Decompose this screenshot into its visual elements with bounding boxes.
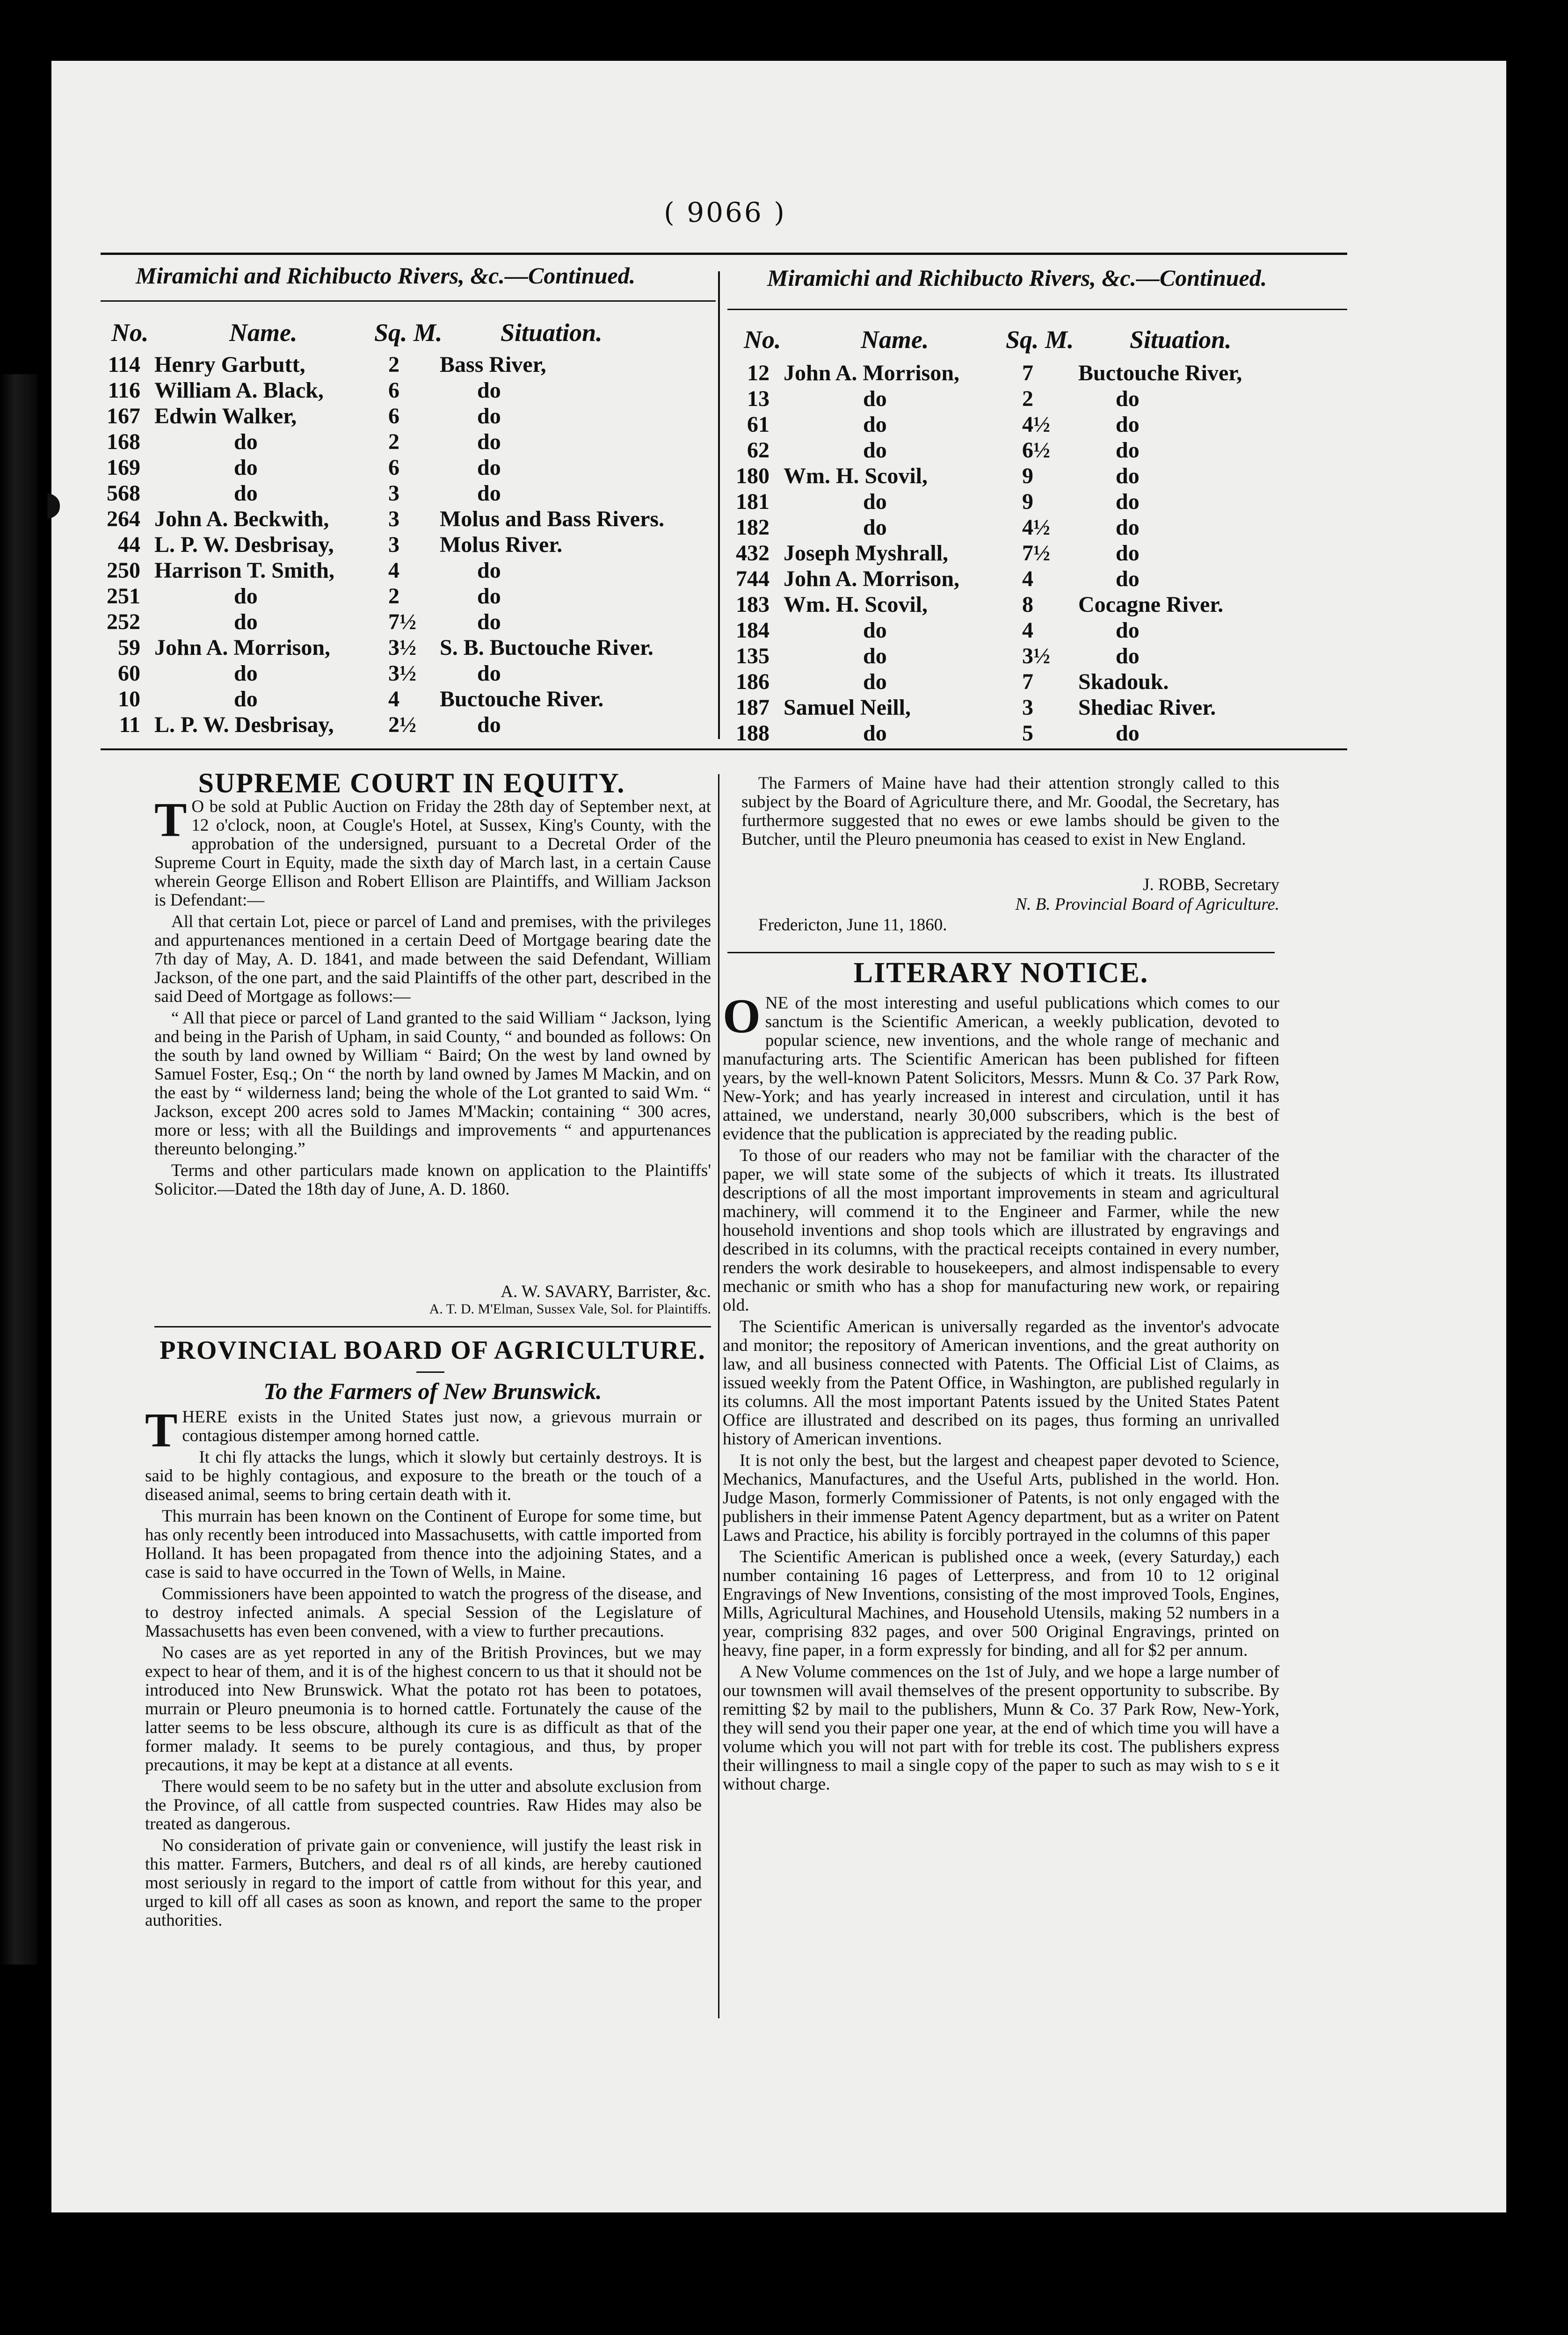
drop-cap: T	[145, 1403, 178, 1457]
grantee-name: do	[234, 481, 258, 506]
table-row	[101, 506, 718, 532]
lot-number: 62	[747, 438, 769, 463]
situation: do	[1116, 721, 1140, 746]
lot-number: 250	[107, 558, 140, 583]
lot-number: 252	[107, 609, 140, 634]
board-p2: It chi fly attacks the lungs, which it slowly but certainly destroys. It is said to be highly contagious, and exposure to the breath or the touch of a diseased animal, seems to bring certain death with it.	[145, 1448, 702, 1504]
square-miles: 2	[388, 584, 399, 609]
grantee-name: do	[234, 661, 258, 686]
grantee-name: do	[863, 644, 887, 668]
lot-number: 60	[118, 661, 140, 686]
square-miles: 3½	[388, 661, 416, 686]
table-row	[101, 712, 718, 738]
square-miles: 7½	[388, 609, 416, 634]
square-miles: 3	[388, 481, 399, 506]
mid-rule	[101, 748, 1347, 750]
board-p7: No consideration of private gain or convenience, will justify the least risk in this matter. Farmers, Butchers, and deal rs of all kinds, are hereby cautioned most seriously in regard to the import of cattle from without for this year, and urged to kill off all cases as soon as known, and report the same to the proper authorities.	[145, 1836, 702, 1930]
table-row	[101, 532, 718, 558]
square-miles: 5	[1022, 721, 1033, 746]
situation: do	[1116, 412, 1140, 437]
square-miles: 6½	[1022, 438, 1050, 463]
lot-number: 186	[736, 669, 769, 694]
left-col-name: Name.	[229, 319, 298, 347]
table-row	[101, 480, 718, 506]
lot-number: 114	[108, 352, 140, 377]
table-row	[730, 489, 1347, 515]
supreme-p2: All that certain Lot, piece or parcel of Land and premises, with the privileges and appurtenances mentioned in a certain Deed of Mortgage bearing date the 7th day of May, A. D. 1841, and made between the said Defendant, William Jackson, of the one part, and the said Plaintiffs of the other part, described in the said Deed of Mortgage as follows:—	[154, 912, 711, 1006]
square-miles: 2	[388, 352, 399, 377]
situation: do	[477, 661, 501, 686]
situation: do	[1116, 438, 1140, 463]
table-row	[101, 352, 718, 377]
square-miles: 9	[1022, 464, 1033, 488]
table-row	[730, 643, 1347, 669]
square-miles: 4	[388, 687, 399, 711]
supreme-p1: O be sold at Public Auction on Friday the 28th day of September next, at 12 o'clock, noon, at Cougle's Hotel, at Sussex, King's County, with the approbation of the undersigned, pursuant to a Decretal Order of the Supreme Court in Equity, made the sixth day of March last, in a certain Cause wherein George Ellison and Robert Ellison are Plaintiffs, and William Jackson is Defendant:—	[154, 797, 711, 910]
grantee-name: Edwin Walker,	[154, 404, 297, 428]
grantee-name: do	[863, 438, 887, 463]
supreme-end-rule	[154, 1326, 711, 1327]
grantee-name: Wm. H. Scovil,	[784, 592, 928, 617]
left-header-rule	[101, 300, 716, 302]
literary-notice	[723, 989, 1279, 1797]
table-row	[730, 669, 1347, 695]
square-miles: 3	[388, 507, 399, 531]
grantee-name: John A. Morrison,	[784, 361, 960, 385]
table-row	[730, 592, 1347, 617]
supreme-signature-2: A. T. D. M'Elman, Sussex Vale, Sol. for Plaintiffs.	[429, 1301, 711, 1317]
situation: do	[477, 455, 501, 480]
grantee-name: Henry Garbutt,	[154, 352, 305, 377]
literary-p3: The Scientific American is universally regarded as the inventor's advocate and monitor; the repository of American inventions, and the great authority on law, and all business connected with Patents. The Official List of Claims, as issued weekly from the Patent Office, in Washington, are published regularly in its columns. All the most important Patents issued by the United States Patent Office are illustrated and described on its pages, thus forming an unrivalled history of American inventions.	[723, 1317, 1279, 1449]
lot-number: 432	[736, 541, 769, 566]
grantee-name: do	[234, 584, 258, 609]
situation: Cocagne River.	[1078, 592, 1224, 617]
lot-number: 182	[736, 515, 769, 540]
grantee-name: Harrison T. Smith,	[154, 558, 334, 583]
board-signature-1	[741, 875, 1279, 895]
situation: do	[1116, 644, 1140, 668]
lot-number: 180	[736, 464, 769, 488]
right-land-table	[730, 360, 1347, 746]
table-row	[730, 695, 1347, 720]
board-end-rule	[727, 952, 1275, 953]
situation: Molus River.	[440, 532, 563, 557]
grantee-name: L. P. W. Desbrisay,	[154, 712, 334, 737]
right-col-no: No.	[744, 326, 781, 354]
lot-number: 187	[736, 695, 769, 720]
square-miles: 9	[1022, 489, 1033, 514]
grantee-name: John A. Morrison,	[154, 635, 331, 660]
board-notice	[145, 1403, 702, 1933]
right-header-rule	[727, 309, 1347, 310]
scan-edge	[0, 374, 37, 1965]
lot-number: 184	[736, 618, 769, 643]
table-row	[730, 412, 1347, 437]
left-col-situation: Situation.	[501, 319, 603, 347]
situation: do	[1116, 489, 1140, 514]
board-title-rule	[416, 1371, 444, 1373]
grantee-name: do	[863, 412, 887, 437]
situation: do	[477, 712, 501, 737]
table-row	[101, 609, 718, 635]
table-row	[101, 429, 718, 455]
square-miles: 3½	[1022, 644, 1050, 668]
square-miles: 7	[1022, 669, 1033, 694]
board-date-block	[741, 916, 1279, 937]
situation: Shediac River.	[1078, 695, 1216, 720]
board-sig1: J. ROBB, Secretary	[1143, 875, 1279, 894]
table-row	[101, 455, 718, 480]
square-miles: 3½	[388, 635, 416, 660]
table-row	[101, 583, 718, 609]
grantee-name: do	[863, 721, 887, 746]
grantee-name: do	[234, 687, 258, 711]
grantee-name: Joseph Myshrall,	[784, 541, 949, 566]
situation: do	[477, 584, 501, 609]
square-miles: 7½	[1022, 541, 1050, 566]
grantee-name: William A. Black,	[154, 378, 324, 403]
table-row	[730, 386, 1347, 412]
square-miles: 3	[388, 532, 399, 557]
grantee-name: L. P. W. Desbrisay,	[154, 532, 334, 557]
supreme-court-notice	[154, 793, 711, 1202]
square-miles: 7	[1022, 361, 1033, 385]
lot-number: 744	[736, 566, 769, 591]
table-row	[101, 558, 718, 583]
table-row	[730, 463, 1347, 489]
page-number: ( 9066 )	[664, 196, 786, 228]
grantee-name: do	[863, 386, 887, 411]
grantee-name: do	[863, 515, 887, 540]
table-row	[730, 437, 1347, 463]
table-row	[101, 635, 718, 660]
square-miles: 4	[388, 558, 399, 583]
grantee-name: Samuel Neill,	[784, 695, 911, 720]
situation: Buctouche River.	[440, 687, 604, 711]
lot-number: 251	[107, 584, 140, 609]
board-p3: This murrain has been known on the Continent of Europe for some time, but has only recently been introduced into Massachusetts, with cattle imported from Holland. It has been propagated from thence into the adjoining States, and a case is said to have occurred in the Town of Wells, in Maine.	[145, 1507, 702, 1582]
grantee-name: do	[863, 489, 887, 514]
board-title: PROVINCIAL BOARD OF AGRICULTURE.	[160, 1336, 706, 1365]
board-subtitle: To the Farmers of New Brunswick.	[263, 1378, 602, 1404]
grantee-name: Wm. H. Scovil,	[784, 464, 928, 488]
board-p1: HERE exists in the United States just now, a grievous murrain or contagious distemper among horned cattle.	[182, 1407, 702, 1445]
lot-number: 181	[736, 489, 769, 514]
grantee-name: do	[863, 618, 887, 643]
left-table-header: Miramichi and Richibucto Rivers, &c.—Continued.	[136, 262, 636, 289]
situation: Bass River,	[440, 352, 546, 377]
square-miles: 4½	[1022, 412, 1050, 437]
right-col-name: Name.	[861, 326, 929, 354]
square-miles: 4	[1022, 566, 1033, 591]
board-p5: No cases are as yet reported in any of the British Provinces, but we may expect to hear of them, and it is of the highest concern to us that it should not be introduced into New Brunswick. What the potato rot has been to potatoes, murrain or Pleuro pneumonia is to horned cattle. Fortunately the cause of the latter seems to be less obscure, although its cure is as difficult as that of the former malady. It seems to be purely contagious, and thus, by proper precautions, it may be kept at a distance at all events.	[145, 1643, 702, 1775]
lot-number: 10	[118, 687, 140, 711]
board-signature-2: N. B. Provincial Board of Agriculture.	[1015, 895, 1279, 914]
lot-number: 169	[107, 455, 140, 480]
situation: Molus and Bass Rivers.	[440, 507, 665, 531]
left-land-table	[101, 352, 718, 738]
margin-mark: ◗	[44, 484, 62, 522]
literary-p6: A New Volume commences on the 1st of July, and we hope a large number of our townsmen will avail themselves of the present opportunity to subscribe. By remitting $2 by mail to the publishers, Munn & Co. 37 Park Row, New-York, they will send you their paper one year, at the end of which time you will have a volume which you will not part with for treble its cost. The publishers express their willingness to mail a single copy of the paper to such as may wish to s e it without charge.	[723, 1662, 1279, 1794]
lot-number: 12	[747, 361, 769, 385]
situation: do	[1116, 464, 1140, 488]
table-row	[101, 377, 718, 403]
supreme-signature-1: A. W. SAVARY, Barrister, &c.	[501, 1282, 711, 1301]
supreme-p3: “ All that piece or parcel of Land granted to the said William “ Jackson, lying and being in the Parish of Upham, in said County, “ and bounded as follows: On the south by land owned by William “ Baird; On the west by land owned by Samuel Foster, Esq.; On “ the north by land owned by James M Mackin, and on the east by “ wilderness land; being the whole of the Lot granted to said Wm. “ Jackson, except 200 acres sold to James M'Mackin; containing “ 300 acres, more or less; with all the Buildings and improvements “ and appurtenances thereunto belonging.”	[154, 1008, 711, 1159]
lot-number: 188	[736, 721, 769, 746]
table-row	[730, 540, 1347, 566]
square-miles: 4	[1022, 618, 1033, 643]
square-miles: 3	[1022, 695, 1033, 720]
lot-number: 61	[747, 412, 769, 437]
square-miles: 6	[388, 378, 399, 403]
situation: do	[1116, 515, 1140, 540]
lot-number: 183	[736, 592, 769, 617]
table-row	[730, 515, 1347, 540]
top-rule	[101, 253, 1347, 255]
lot-number: 44	[118, 532, 140, 557]
grantee-name: John A. Morrison,	[784, 566, 960, 591]
grantee-name: do	[234, 429, 258, 454]
grantee-name: do	[234, 609, 258, 634]
right-table-header: Miramichi and Richibucto Rivers, &c.—Continued.	[767, 265, 1267, 291]
situation: S. B. Buctouche River.	[440, 635, 653, 660]
board-p4: Commissioners have been appointed to watch the progress of the disease, and to destroy infected animals. A special Session of the Legislature of Massachusetts has even been convened, with a view to further precautions.	[145, 1584, 702, 1641]
square-miles: 2	[388, 429, 399, 454]
table-row	[101, 660, 718, 686]
right-col-sq: Sq. M.	[1006, 326, 1074, 354]
situation: do	[477, 558, 501, 583]
column-divider-bottom	[718, 774, 719, 2018]
lot-number: 135	[736, 644, 769, 668]
situation: do	[1116, 618, 1140, 643]
situation: do	[477, 404, 501, 428]
situation: do	[477, 609, 501, 634]
literary-p5: The Scientific American is published once a week, (every Saturday,) each number containing 16 pages of Letterpress, and from 10 to 12 original Engravings of New Inventions, consisting of the most improved Tools, Engines, Mills, Agricultural Machines, and Household Utensils, making 52 numbers in a year, comprising 832 pages, and over 500 Original Engravings, printed on heavy, fine paper, in a form expressly for binding, and all for $2 per annum.	[723, 1547, 1279, 1660]
lot-number: 59	[118, 635, 140, 660]
square-miles: 8	[1022, 592, 1033, 617]
left-col-sq: Sq. M.	[374, 319, 443, 347]
table-row	[730, 617, 1347, 643]
supreme-p4: Terms and other particulars made known on application to the Plaintiffs' Solicitor.—Dated the 18th day of June, A. D. 1860.	[154, 1161, 711, 1199]
lot-number: 568	[107, 481, 140, 506]
square-miles: 2	[1022, 386, 1033, 411]
situation: do	[477, 378, 501, 403]
lot-number: 116	[108, 378, 140, 403]
literary-p2: To those of our readers who may not be familiar with the character of the paper, we will state some of the subjects of which it treats. Its illustrated descriptions of all the most important improvements in steam and agricultural machinery, will commend it to the Engineer and Farmer, while the new household inventions and shop tools which are illustrated by engravings and described in its columns, with the practical receipts contained in every number, renders the work desirable to housekeepers, and almost indispensable to every mechanic or smith who has a shop for manufacturing new work, or repairing old.	[723, 1146, 1279, 1315]
right-col-situation: Situation.	[1130, 326, 1232, 354]
lot-number: 11	[119, 712, 140, 737]
table-row	[730, 360, 1347, 386]
board-p8: The Farmers of Maine have had their attention strongly called to this subject by the Board of Agriculture there, and Mr. Goodal, the Secretary, has furthermore suggested that no ewes or ewe lambs should be given to the Butcher, until the Pleuro pneumonia has ceased to exist in New England.	[741, 774, 1279, 849]
drop-cap: T	[154, 793, 187, 847]
lot-number: 168	[107, 429, 140, 454]
literary-p4: It is not only the best, but the largest and cheapest paper devoted to Science, Mechanics, Manufactures, and the Useful Arts, published in the world. Hon. Judge Mason, formerly Commissioner of Patents, is not only engaged with the publishers in their immense Patent Agency department, but as a writer on Patent Laws and Practice, his ability is forcibly portrayed in the columns of this paper	[723, 1451, 1279, 1545]
table-row	[730, 720, 1347, 746]
drop-cap: O	[723, 989, 761, 1043]
literary-title: LITERARY NOTICE.	[853, 957, 1149, 989]
square-miles: 4½	[1022, 515, 1050, 540]
lot-number: 13	[747, 386, 769, 411]
grantee-name: do	[863, 669, 887, 694]
situation: do	[1116, 566, 1140, 591]
left-col-no: No.	[111, 319, 149, 347]
square-miles: 6	[388, 404, 399, 428]
situation: do	[1116, 541, 1140, 566]
column-divider-top	[718, 271, 720, 739]
grantee-name: John A. Beckwith,	[154, 507, 329, 531]
situation: do	[477, 429, 501, 454]
board-date: Fredericton, June 11, 1860.	[758, 915, 947, 935]
literary-p1: NE of the most interesting and useful publications which comes to our sanctum is the Scientific American, a weekly publication, devoted to popular science, new inventions, and the whole range of mechanic and manufacturing arts. The Scientific American has been published for fifteen years, by the well-known Patent Solicitors, Messrs. Munn & Co. 37 Park Row, New-York; and has yearly increased in interest and circulation, until it has attained, we understand, nearly 30,000 subscribers, which is the best of evidence that the publication is appreciated by the reading public.	[723, 993, 1279, 1144]
situation: Skadouk.	[1078, 669, 1169, 694]
board-p6: There would seem to be no safety but in the utter and absolute exclusion from the Province, of all cattle from suspected countries. Raw Hides may also be treated as dangerous.	[145, 1777, 702, 1834]
lot-number: 264	[107, 507, 140, 531]
grantee-name: do	[234, 455, 258, 480]
supreme-court-title: SUPREME COURT IN EQUITY.	[198, 768, 625, 798]
table-row	[101, 686, 718, 712]
square-miles: 2½	[388, 712, 416, 737]
lot-number: 167	[107, 404, 140, 428]
situation: do	[1116, 386, 1140, 411]
table-row	[730, 566, 1347, 592]
situation: Buctouche River,	[1078, 361, 1242, 385]
board-notice-continued	[741, 774, 1279, 852]
table-row	[101, 403, 718, 429]
square-miles: 6	[388, 455, 399, 480]
situation: do	[477, 481, 501, 506]
